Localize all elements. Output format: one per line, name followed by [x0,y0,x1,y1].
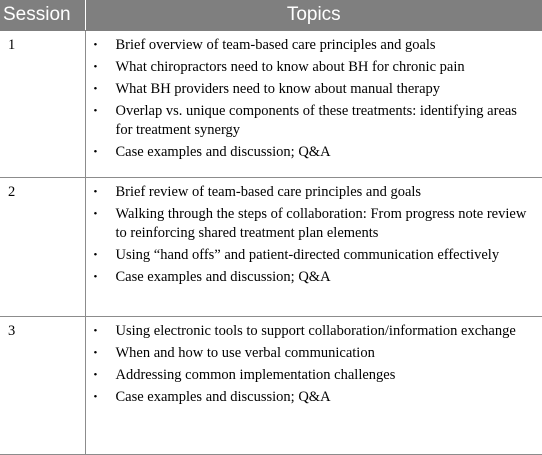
bullet-icon: • [93,271,98,284]
topic-text: Case examples and discussion; Q&A [115,144,331,160]
topic-text: Overlap vs. unique components of these treatments: identifying areas for treatment synergy [115,103,517,138]
topic-text: Brief review of team-based care principles and goals [115,184,422,201]
session-number: 3 [0,317,85,455]
topic-text: Case examples and discussion; Q&A [115,269,331,286]
topic-text: What chiropractors need to know about BH for chronic pain [115,59,465,75]
topics-cell [85,178,542,317]
list-item [86,80,542,99]
topic-text: Brief overview of team-based care principles and goals [115,37,436,53]
session-number: 2 [0,178,85,317]
topic-text: Case examples and discussion; Q&A [115,389,331,406]
list-item [86,102,542,140]
table-row-session-3 [0,317,542,455]
topics-list [86,183,542,287]
bullet-icon: • [93,347,98,360]
header-session: Session [0,0,85,31]
topics-cell [85,317,542,455]
list-item [86,246,542,265]
bullet-icon: • [93,208,98,221]
table-header [0,0,542,31]
table-row-session-1 [0,31,542,178]
bullet-icon: • [93,325,98,338]
bullet-icon: • [93,83,98,95]
bullet-icon: • [93,369,98,382]
topic-text: Using “hand offs” and patient-directed communication effectively [115,247,500,264]
list-item [86,36,542,55]
topics-list [86,36,542,162]
bullet-icon: • [93,186,98,199]
topics-cell [85,31,542,178]
bullet-icon: • [93,391,98,404]
bullet-icon: • [93,249,98,262]
topic-text: What BH providers need to know about manual therapy [115,81,441,97]
topic-text: Walking through the steps of collaboration: From progress note review to reinforcing shared treatment plan elements [115,206,527,242]
list-item [86,388,542,407]
session-number: 1 [0,31,85,178]
list-item [86,143,542,162]
list-item [86,322,542,341]
list-item [86,58,542,77]
list-item [86,205,542,243]
list-item [86,183,542,202]
table-body [0,31,542,455]
list-item [86,366,542,385]
bullet-icon: • [93,105,98,117]
bullet-icon: • [93,39,98,51]
topic-text: Addressing common implementation challenges [115,367,396,384]
topic-text: When and how to use verbal communication [115,345,375,362]
table-row-session-2 [0,178,542,317]
topic-text: Using electronic tools to support collaboration/information exchange [115,323,516,340]
topics-list [86,322,542,407]
list-item [86,344,542,363]
header-row [0,0,542,31]
header-topics: Topics [85,0,542,31]
list-item [86,268,542,287]
bullet-icon: • [93,146,98,158]
bullet-icon: • [93,61,98,73]
